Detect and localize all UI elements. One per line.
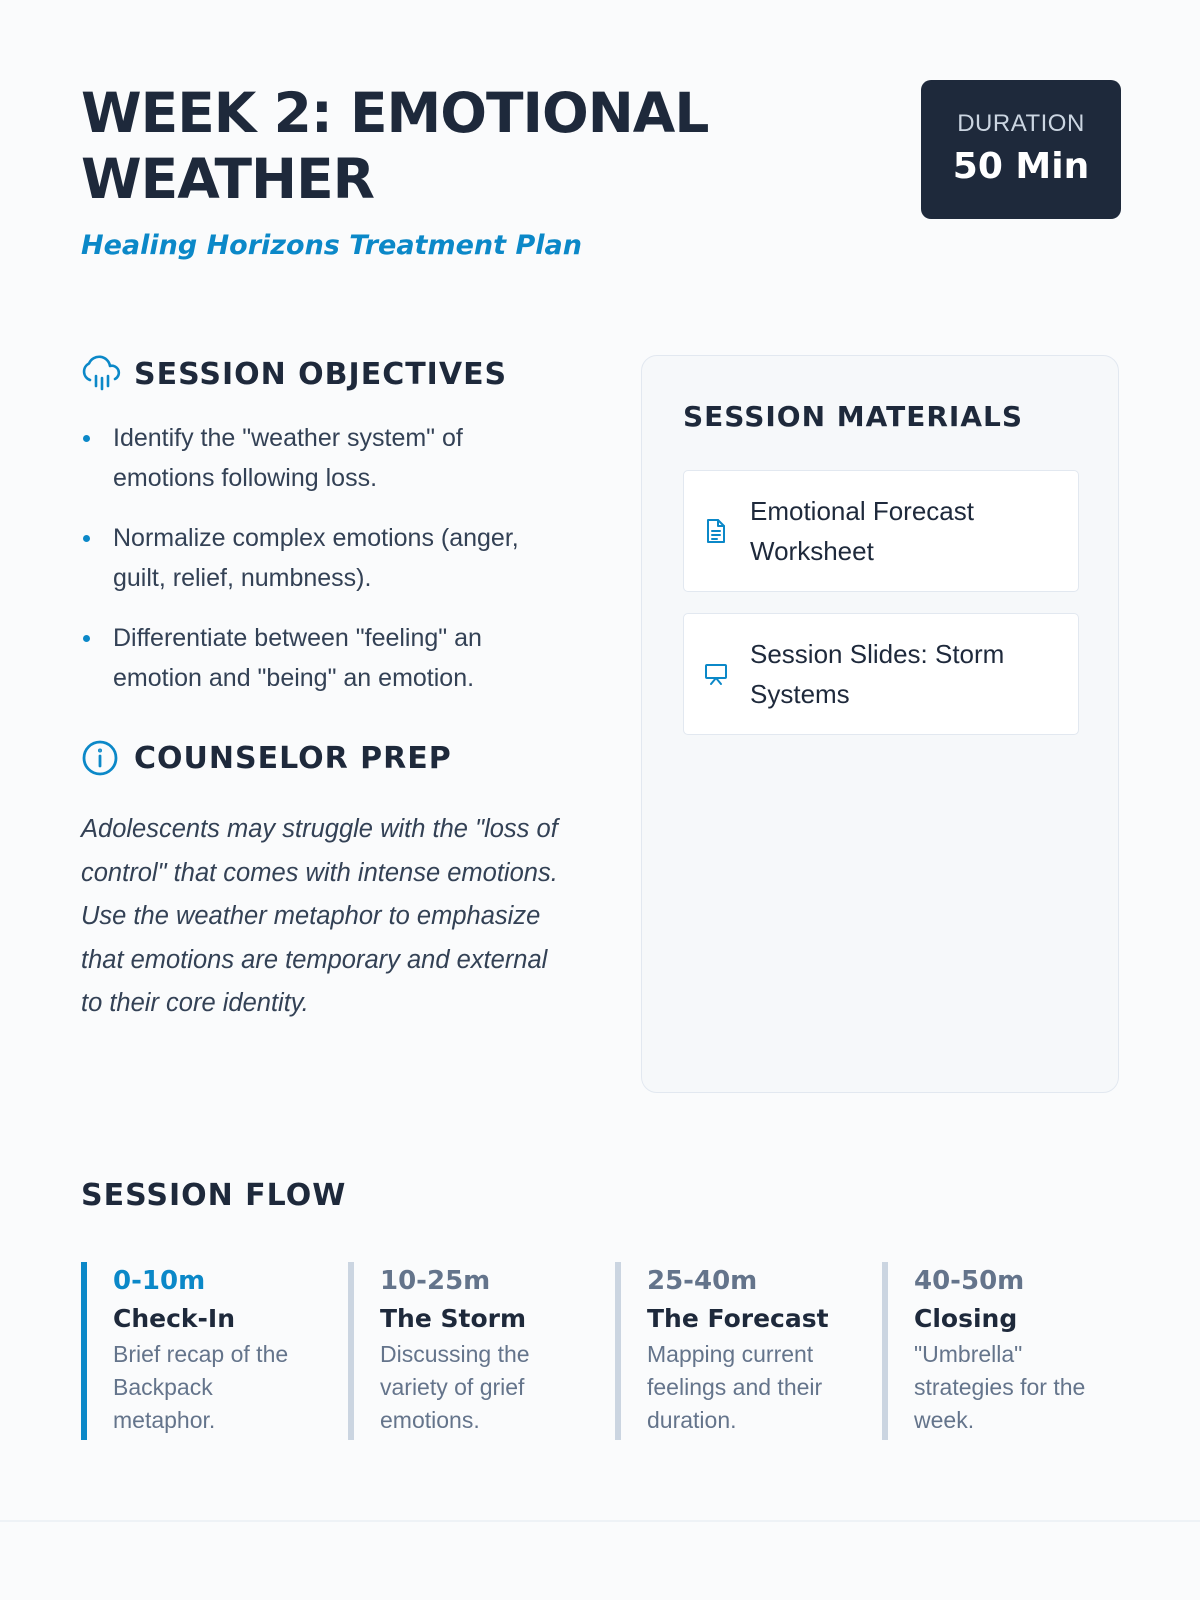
info-circle-icon <box>81 738 121 778</box>
list-item <box>81 618 561 698</box>
step-name: Closing <box>914 1304 1018 1333</box>
bullet <box>83 535 90 542</box>
document-icon <box>704 519 728 543</box>
prep-text: Adolescents may struggle with the "loss of control" that comes with intense emotions. Use the weather metaphor to emphasize that emotions are temporary and external to their core identity. <box>81 815 558 1017</box>
step-description: "Umbrella" strategies for the week. <box>914 1341 1086 1433</box>
objectives-header <box>81 352 561 396</box>
flow-step-forecast <box>615 1262 855 1440</box>
cloud-rain-icon <box>81 354 121 394</box>
duration-value: 50 Min <box>952 146 1090 187</box>
step-time: 25-40m <box>647 1266 758 1296</box>
header <box>81 80 1121 280</box>
flow-title: SESSION FLOW <box>81 1178 347 1213</box>
material-item-worksheet[interactable] <box>683 470 1079 592</box>
page-title: WEEK 2: EMOTIONAL WEATHER <box>81 81 709 211</box>
duration-badge <box>921 80 1121 219</box>
materials-title: SESSION MATERIALS <box>683 400 1024 433</box>
materials-card <box>641 355 1119 1093</box>
prep-header <box>81 736 561 780</box>
left-column <box>81 352 561 1026</box>
presentation-icon <box>704 662 728 686</box>
step-description: Mapping current feelings and their duration. <box>647 1341 823 1433</box>
step-time: 0-10m <box>113 1266 206 1296</box>
step-description: Discussing the variety of grief emotions. <box>380 1341 530 1433</box>
material-label: Session Slides: Storm Systems <box>750 639 1005 709</box>
flow-step-closing <box>882 1262 1122 1440</box>
flow-step-check-in <box>81 1262 321 1440</box>
objective-text: Identify the "weather system" of emotions following loss. <box>113 424 463 492</box>
list-item <box>81 518 561 598</box>
duration-label: DURATION <box>957 110 1085 137</box>
page-subtitle: Healing Horizons Treatment Plan <box>81 230 582 261</box>
objective-text: Normalize complex emotions (anger, guilt, relief, numbness). <box>113 524 519 592</box>
objectives-title: SESSION OBJECTIVES <box>134 356 508 392</box>
bullet <box>83 635 90 642</box>
prep-title: COUNSELOR PREP <box>134 740 452 776</box>
footer-divider <box>0 1520 1200 1522</box>
objective-text: Differentiate between "feeling" an emotion and "being" an emotion. <box>113 624 482 692</box>
material-label: Emotional Forecast Worksheet <box>750 496 974 566</box>
step-time: 40-50m <box>914 1266 1025 1296</box>
step-name: Check-In <box>113 1304 236 1333</box>
objectives-list <box>81 418 561 698</box>
flow-step-storm <box>348 1262 588 1440</box>
list-item <box>81 418 561 498</box>
bullet <box>83 435 90 442</box>
step-name: The Forecast <box>647 1304 829 1333</box>
step-name: The Storm <box>380 1304 527 1333</box>
material-item-slides[interactable] <box>683 613 1079 735</box>
step-time: 10-25m <box>380 1266 491 1296</box>
step-description: Brief recap of the Backpack metaphor. <box>113 1341 289 1433</box>
session-flow <box>81 1262 1121 1442</box>
